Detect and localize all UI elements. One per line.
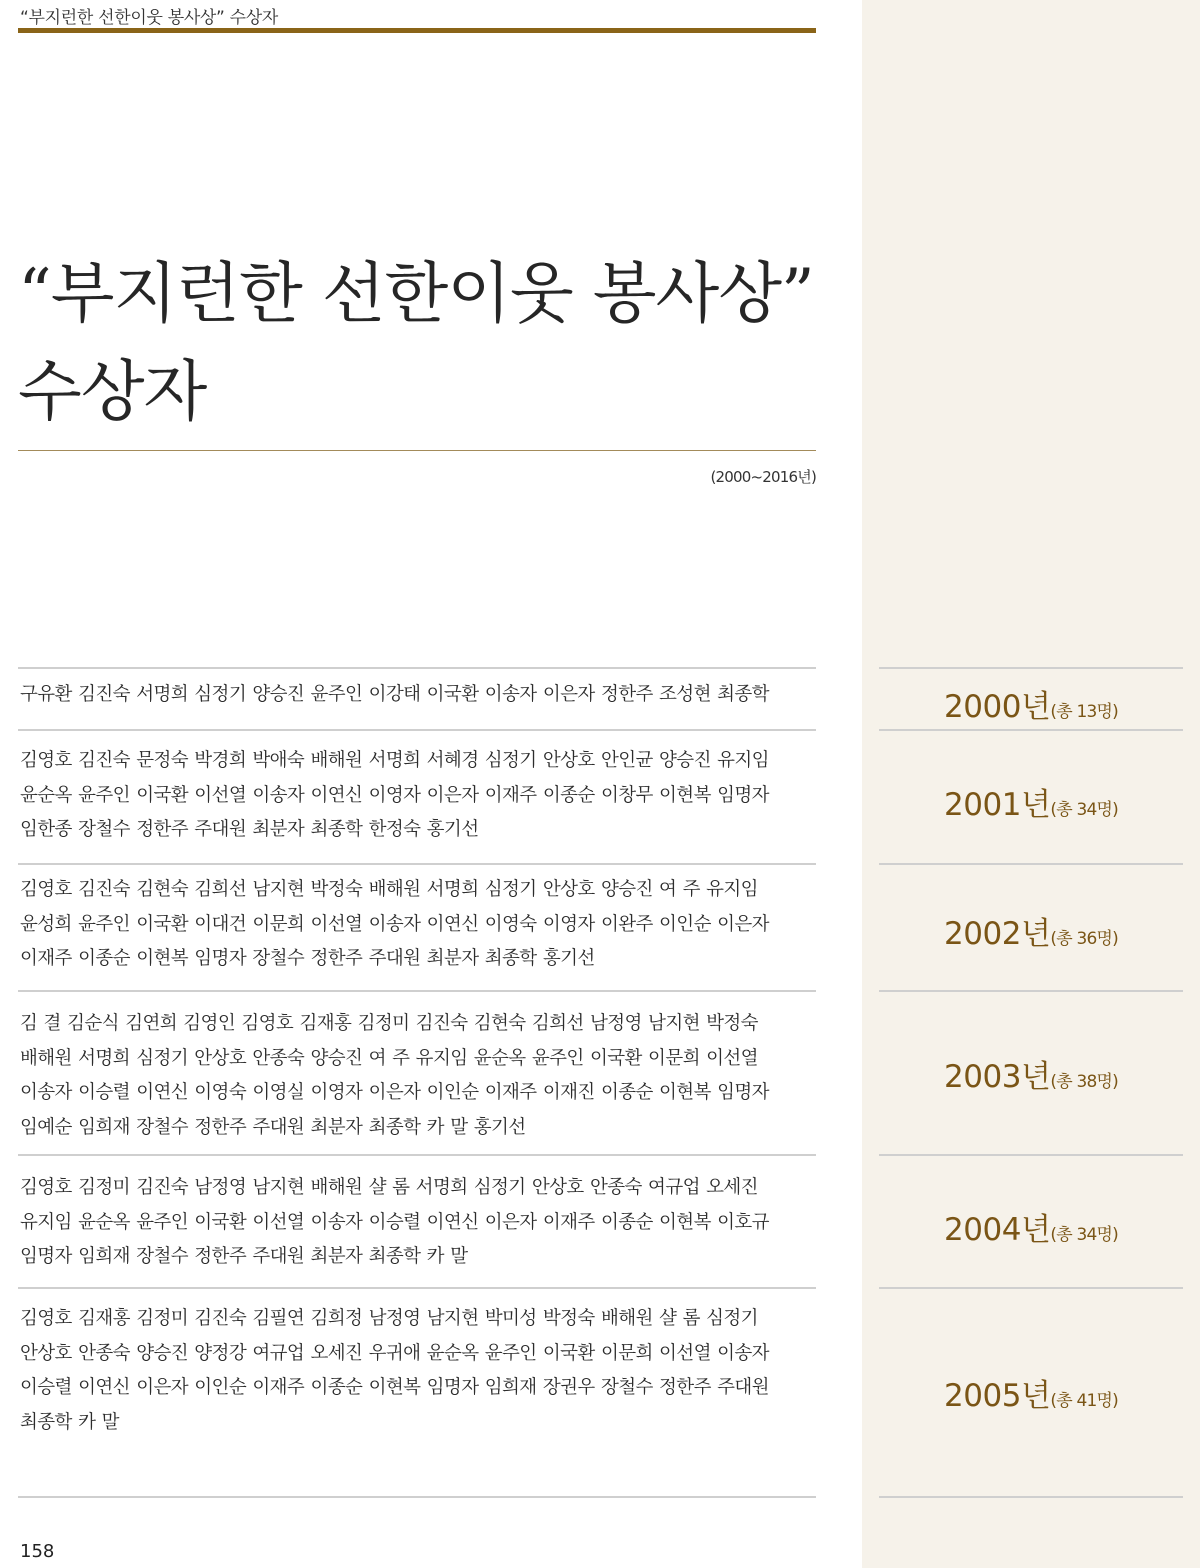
row-divider [18, 1154, 816, 1156]
recipient-count: (총 36명) [1050, 929, 1118, 949]
award-year: 2002년 [944, 916, 1051, 952]
recipient-names-2005 [20, 1302, 816, 1440]
row-divider [18, 1287, 816, 1289]
year-label-2005 [879, 1370, 1183, 1415]
year-label-2000 [879, 681, 1183, 726]
award-year: 2005년 [944, 1378, 1051, 1414]
row-divider [879, 667, 1183, 669]
names-line: 안상호 안종숙 양승진 양정강 여규업 오세진 우귀애 윤순옥 윤주인 이국환 이문희 이선열 이송자 [20, 1342, 769, 1364]
row-divider [879, 863, 1183, 865]
names-line: 윤성희 윤주인 이국환 이대건 이문희 이선열 이송자 이연신 이영숙 이영자 이완주 이인순 이은자 [20, 913, 769, 935]
names-line: 김영호 김재홍 김정미 김진숙 김필연 김희정 남정영 남지현 박미성 박정숙 배해원 샬 롬 심정기 [20, 1308, 758, 1329]
row-divider [879, 1496, 1183, 1498]
names-line: 이송자 이승렬 이연신 이영숙 이영실 이영자 이은자 이인순 이재주 이재진 이종순 이현복 임명자 [20, 1082, 769, 1103]
names-line: 유지임 윤순옥 윤주인 이국환 이선열 이송자 이승렬 이연신 이은자 이재주 이종순 이현복 이호규 [20, 1211, 769, 1233]
names-line: 이재주 이종순 이현복 임명자 장철수 정한주 주대원 최분자 최종학 홍기선 [20, 948, 595, 969]
year-label-2001 [879, 779, 1183, 824]
row-divider [18, 729, 816, 731]
names-line: 김영호 김진숙 문정숙 박경희 박애숙 배해원 서명희 서혜경 심정기 안상호 안인균 양승진 유지임 [20, 750, 769, 771]
award-year: 2004년 [944, 1212, 1051, 1248]
year-label-2003 [879, 1051, 1183, 1096]
row-divider [18, 863, 816, 865]
names-line: 김영호 김진숙 김현숙 김희선 남지현 박정숙 배해원 서명희 심정기 안상호 양승진 여 주 유지임 [20, 879, 758, 900]
year-label-2002 [879, 908, 1183, 953]
award-year: 2003년 [944, 1059, 1051, 1095]
page-number: 158 [20, 1541, 55, 1562]
row-divider [18, 667, 816, 669]
names-line: 이승렬 이연신 이은자 이인순 이재주 이종순 이현복 임명자 임희재 장권우 장철수 정한주 주대원 [20, 1377, 769, 1398]
period-range: (2000~2016년) [710, 468, 816, 486]
page-title-line-2: 수상자 [18, 353, 207, 430]
recipient-count: (총 34명) [1050, 1225, 1118, 1245]
row-divider [879, 1154, 1183, 1156]
names-line: 최종학 카 말 [20, 1411, 119, 1433]
recipient-names-2003 [20, 1007, 816, 1145]
row-divider [18, 990, 816, 992]
recipient-names-2002 [20, 873, 816, 977]
names-line: 김영호 김정미 김진숙 남정영 남지현 배해원 샬 롬 서명희 심정기 안상호 안종숙 여규업 오세진 [20, 1177, 758, 1198]
recipient-count: (총 34명) [1050, 800, 1118, 820]
award-year: 2000년 [944, 689, 1051, 725]
recipient-names-2001 [20, 744, 816, 848]
names-line: 임명자 임희재 장철수 정한주 주대원 최분자 최종학 카 말 [20, 1246, 468, 1267]
names-line: 임예순 임희재 장철수 정한주 주대원 최분자 최종학 카 말 홍기선 [20, 1116, 526, 1138]
running-head: “부지런한 선한이웃 봉사상” 수상자 [20, 8, 279, 28]
recipient-count: (총 13명) [1050, 702, 1118, 722]
names-line: 구유환 김진숙 서명희 심정기 양승진 윤주인 이강태 이국환 이송자 이은자 정한주 조성현 최종학 [20, 684, 769, 705]
names-line: 윤순옥 윤주인 이국환 이선열 이송자 이연신 이영자 이은자 이재주 이종순 이창무 이현복 임명자 [20, 784, 769, 806]
year-label-2004 [879, 1204, 1183, 1249]
names-line: 배해원 서명희 심정기 안상호 안종숙 양승진 여 주 유지임 윤순옥 윤주인 이국환 이문희 이선열 [20, 1047, 758, 1069]
award-year: 2001년 [944, 787, 1051, 823]
recipient-count: (총 38명) [1050, 1072, 1118, 1092]
names-line: 김 결 김순식 김연희 김영인 김영호 김재홍 김정미 김진숙 김현숙 김희선 남정영 남지현 박정숙 [20, 1013, 758, 1034]
row-divider [879, 729, 1183, 731]
recipient-names-2004 [20, 1171, 816, 1275]
row-divider [18, 1496, 816, 1498]
page-title-line-1: “부지런한 선한이웃 봉사상” [18, 255, 814, 332]
row-divider [879, 1287, 1183, 1289]
row-divider [879, 990, 1183, 992]
names-line: 임한종 장철수 정한주 주대원 최분자 최종학 한정숙 홍기선 [20, 819, 479, 840]
recipient-count: (총 41명) [1050, 1391, 1118, 1411]
recipient-names-2000 [20, 678, 816, 713]
